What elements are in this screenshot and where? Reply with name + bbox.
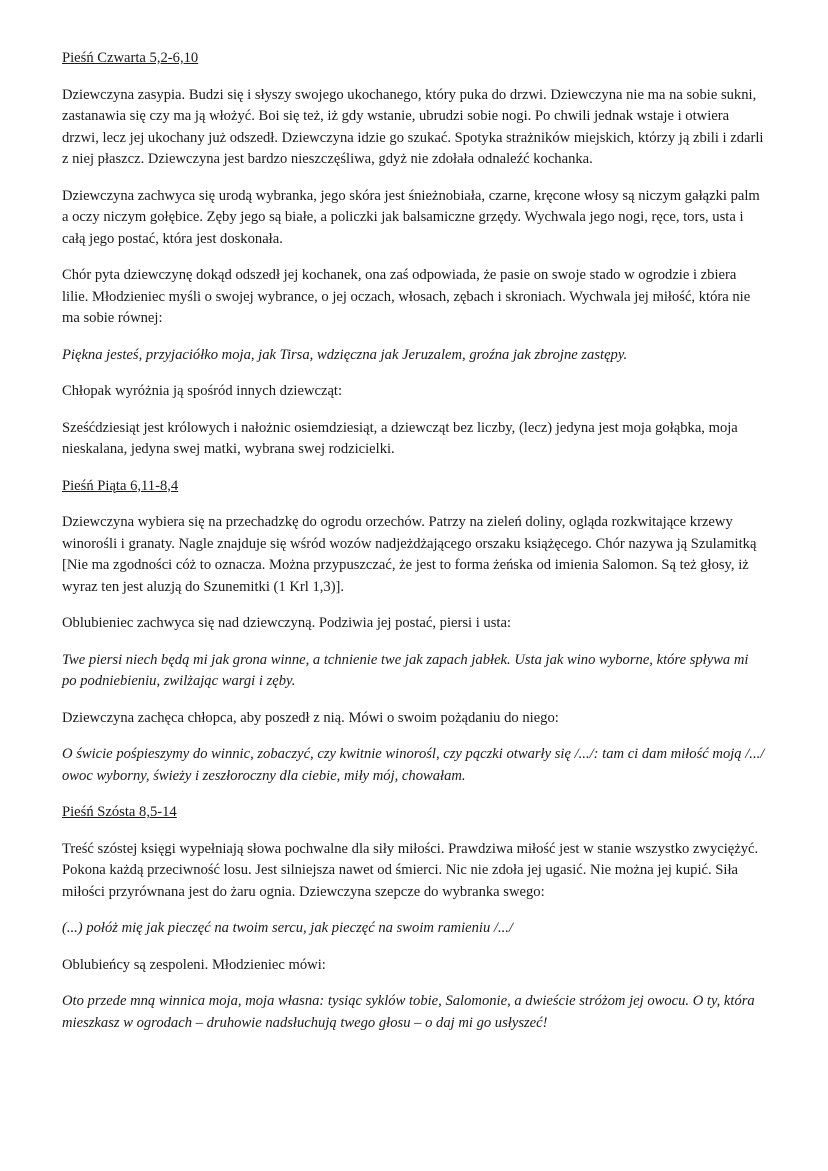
quote: (...) połóż mię jak pieczęć na twoim sercu, jak pieczęć na swoim ramieniu /.../ bbox=[62, 920, 513, 936]
quote: Piękna jesteś, przyjaciółko moja, jak Tirsa, wdzięczna jak Jeruzalem, groźna jak zbrojne zastępy. bbox=[62, 346, 628, 363]
paragraph: Treść szóstej księgi wypełniają słowa pochwalne dla siły miłości. Prawdziwa miłość jest w stanie wszystko zwyciężyć. Pokona każdą przeciwność losu. Jest silniejsza nawet od śmierci. Nic nie zdoła jej ugasić. Nie można jej kupić. Siła miłości przyrównana jest do żaru ognia. Dziewczyna szepcze do wybranka swego: bbox=[62, 840, 759, 900]
paragraph: Oblubieniec zachwyca się nad dziewczyną. Podziwia jej postać, piersi i usta: bbox=[62, 615, 512, 631]
paragraph: Chłopak wyróżnia ją spośród innych dziewcząt: bbox=[62, 383, 343, 399]
paragraph: Dziewczyna zachęca chłopca, aby poszedł z nią. Mówi o swoim pożądaniu do niego: bbox=[62, 709, 559, 726]
paragraph: Dziewczyna zasypia. Budzi się i słyszy swojego ukochanego, który puka do drzwi. Dziewczyna nie ma na sobie sukni, zastanawia się czy ma ją włożyć. Boi się też, iż gdy wstanie, ubrudzi sobie nogi. Po chwili jednak wstaje i otwiera drzwi, lecz jej ukochany już odszedł. Dziewczyna idzie go szukać. Spotyka strażników miejskich, ktόrzy ją zbili i zdarli z niej płaszcz. Dziewczyna jest bardzo nieszczęśliwa, gdyż nie zdołała odnaleźć kochanka. bbox=[62, 86, 764, 167]
paragraph: Chór pyta dziewczynę dokąd odszedł jej kochanek, ona zaś odpowiada, że pasie on swoje stado w ogrodzie i zbiera lilie. Młodzieniec myśli o swojej wybrance, o jej oczach, włosach, zębach i skroniach. Wychwala jej miłość, która nie ma sobie równej: bbox=[62, 267, 751, 326]
quote: Twe piersi niech będą mi jak grona winne, a tchnienie twe jak zapach jabłek. Usta jak wino wyborne, które spływa mi po podniebieniu, zwilżając wargi i zęby. bbox=[62, 651, 749, 689]
section-heading-piesn-czwarta: Pieśń Czwarta 5,2-6,10 bbox=[62, 50, 199, 66]
quote: Oto przede mną winnica moja, moja własna: tysiąc syklów tobie, Salomonie, a dwieście stróżom jej owocu. O ty, która mieszkasz w ogrodach – druhowie nadsłuchują twego głosu – o daj mi go usłyszeć! bbox=[62, 993, 755, 1031]
section-heading-piesn-piata: Pieśń Piąta 6,11-8,4 bbox=[62, 477, 179, 494]
paragraph: Sześćdziesiąt jest królowych i nałożnic osiemdziesiąt, a dziewcząt bez liczby, (lecz) jedyna jest moja gołąbka, moja nieskalana, jedyna swej matki, wybrana swej rodzicielki. bbox=[62, 419, 738, 457]
paragraph: Dziewczyna wybiera się na przechadzkę do ogrodu orzechów. Patrzy na zieleń doliny, ogląda rozkwitające krzewy winorośli i granaty. Nagle znajduje się wśród wozów nadjeżdżającego orszaku książęcego. Chór nazywa ją Szulamitką [Nie ma zgodności cóż to oznacza. Można przypuszczać, że jest to forma żeńska od imienia Salomon. Są też głosy, iż wyraz ten jest aluzją do Szunemitki (1 Krl 1,3)]. bbox=[62, 514, 757, 595]
paragraph: Oblubieńcy są zespoleni. Młodzieniec mówi: bbox=[62, 956, 326, 973]
quote: O świcie pośpieszymy do winnic, zobaczyć, czy kwitnie winorośl, czy pączki otwarły się /.../: tam ci dam miłość moją /.../ owoc wyborny, świeży i zeszłoroczny dla ciebie, miły mój, chowałam. bbox=[62, 746, 765, 784]
section-heading-piesn-szosta: Pieśń Szósta 8,5-14 bbox=[62, 804, 177, 820]
paragraph: Dziewczyna zachwyca się urodą wybranka, jego skóra jest śnieżnobiała, czarne, kręcone włosy są niczym gałązki palm a oczy niczym gołębice. Zęby jego są białe, a policzki jak balsamiczne grzędy. Wychwala jego nogi, ręce, tors, usta i całą jego postać, która jest doskonała. bbox=[62, 187, 760, 247]
